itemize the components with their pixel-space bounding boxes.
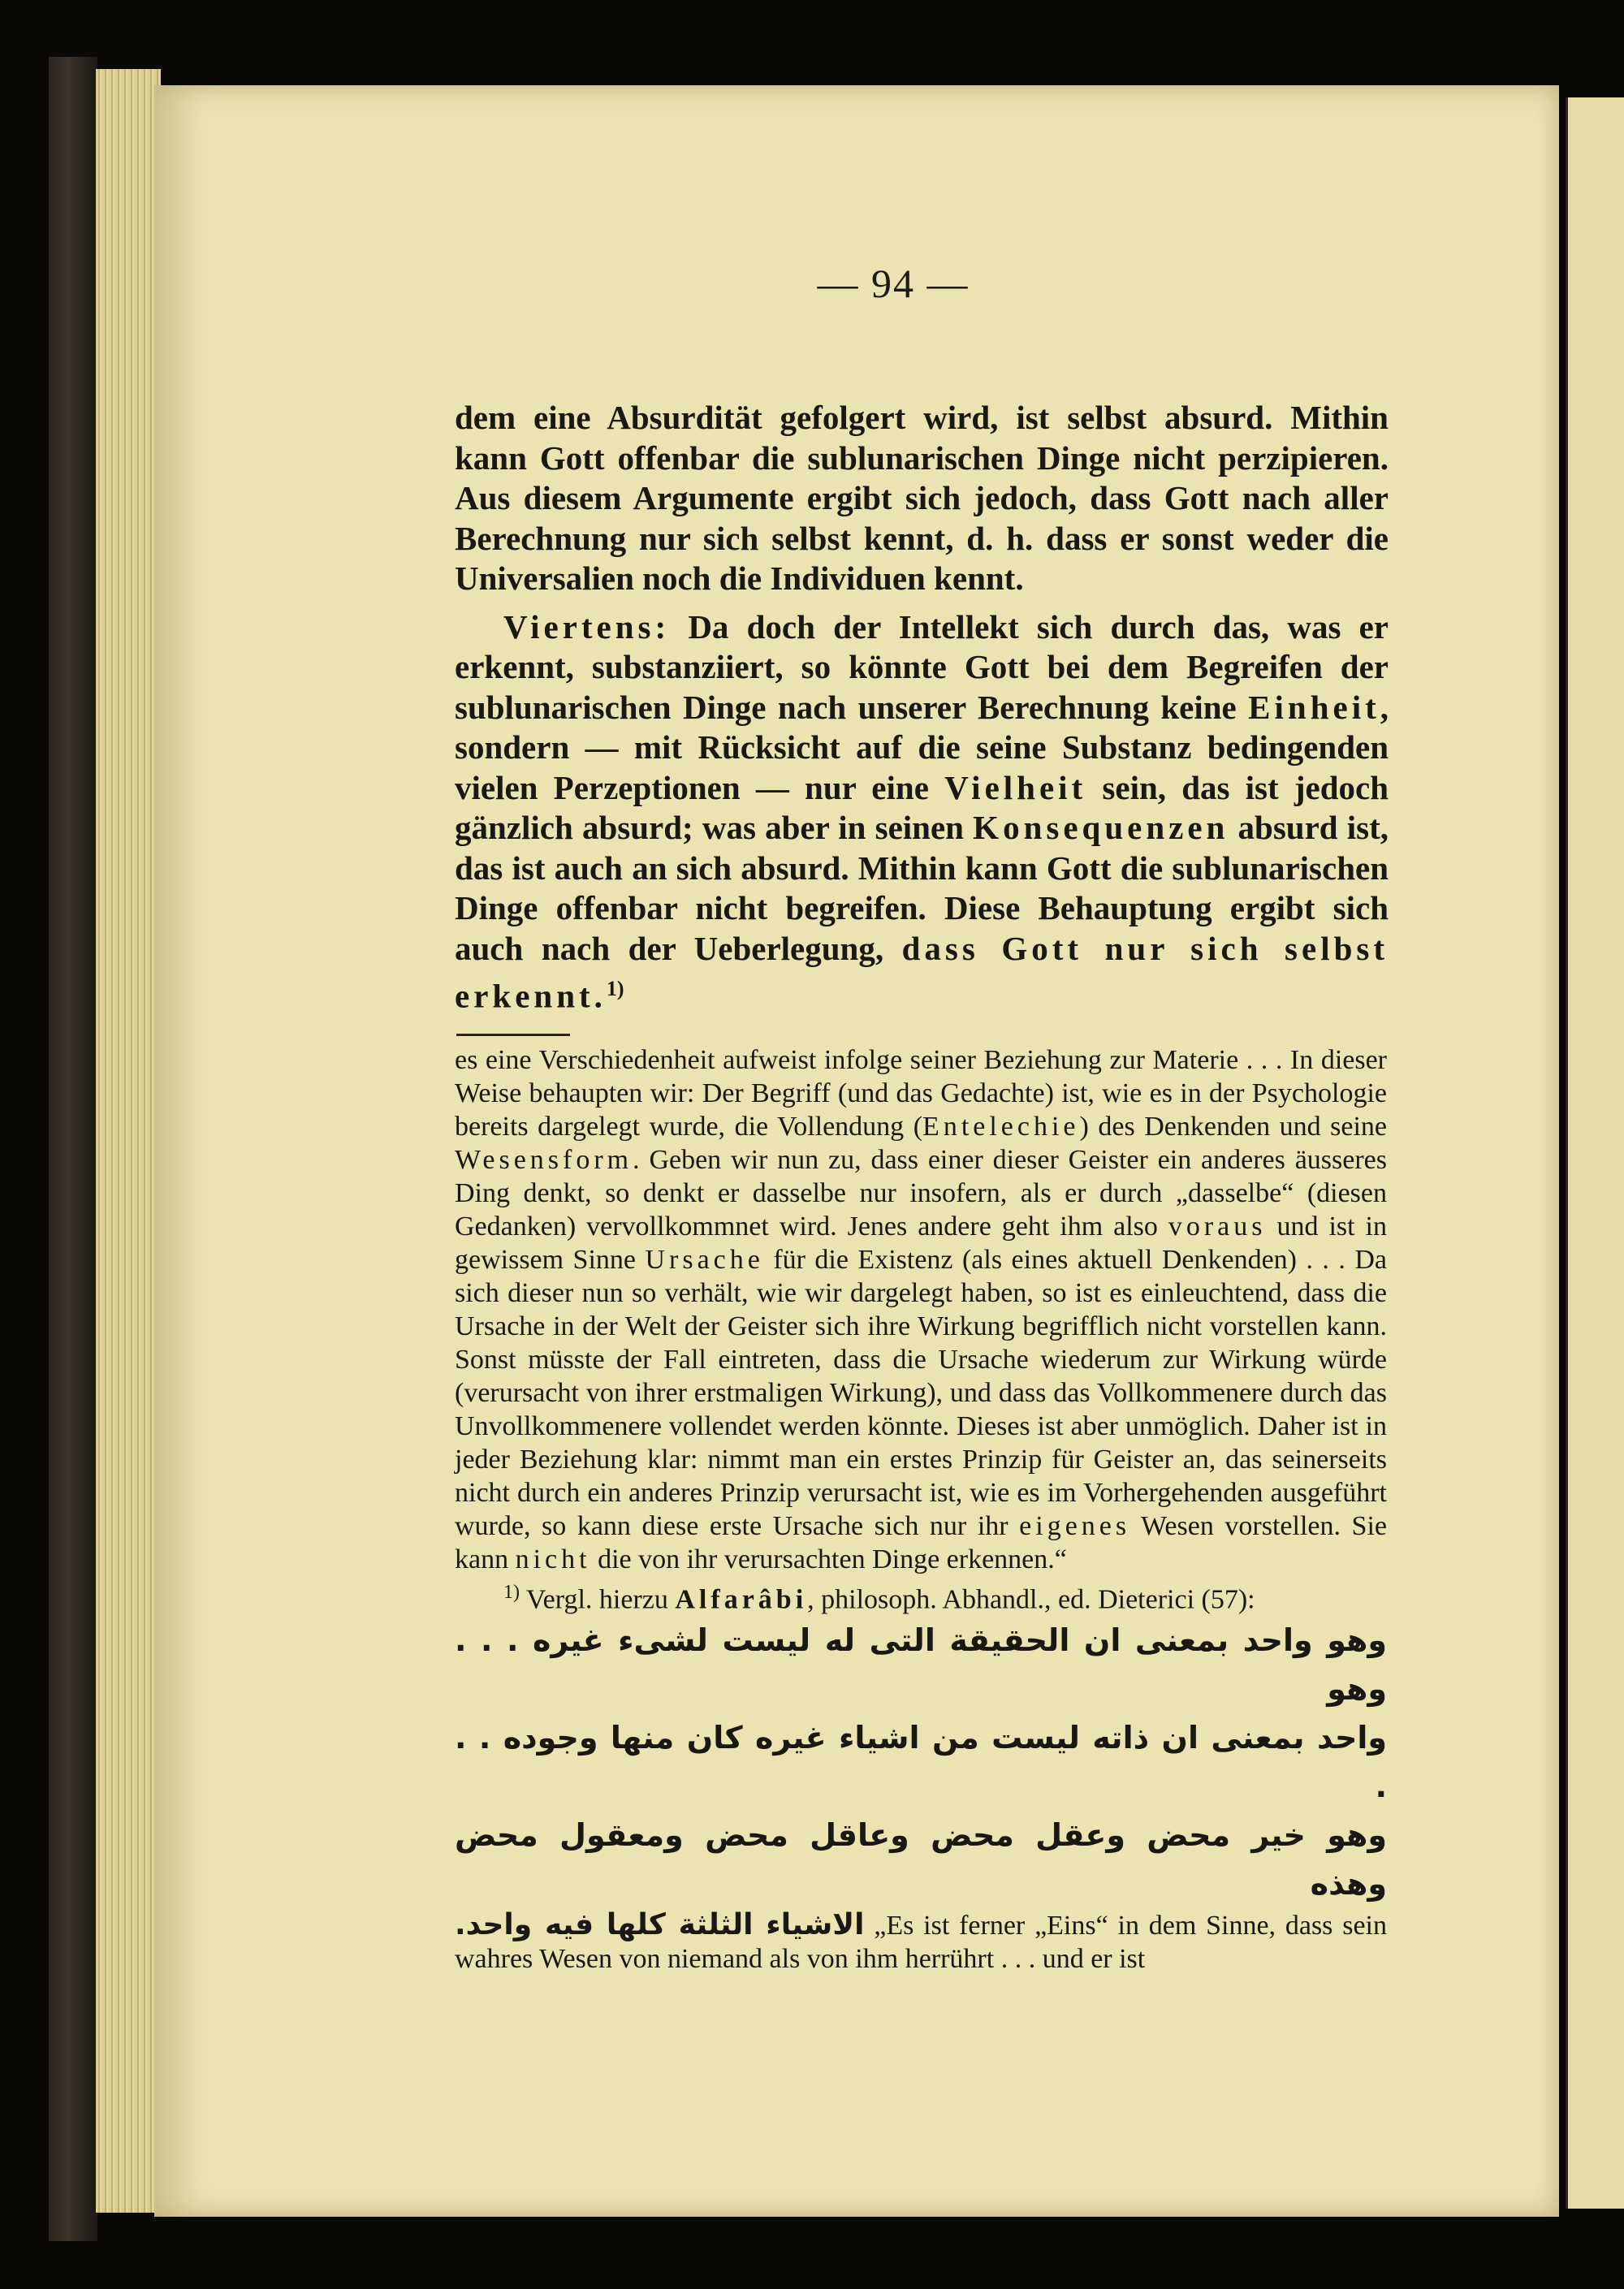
page-stack-edges <box>96 69 161 2213</box>
book-cover-edge <box>49 57 97 2241</box>
fn-text-d: und ist in gewissem Sinne <box>455 1211 1387 1275</box>
arabic-line-3: وهو خير محض وعقل محض وعاقل محض ومعقول محض وهذه <box>455 1817 1387 1902</box>
term-einheit: Einheit <box>1248 688 1380 726</box>
arabic-quote <box>455 1616 1387 1908</box>
fn1-mark: 1) <box>503 1582 520 1603</box>
paragraph-1: dem eine Absurdität gefolgert wird, ist selbst absurd. Mithin kann Gott offenbar die sublunarischen Dinge nicht perzipieren. Aus diesem Argumente ergibt sich jedoch, dass Gott nach aller Berechnung nur sich selbst kennt, d. h. dass er sonst weder die Universalien noch die Individuen kennt. <box>455 399 1389 597</box>
term-entelechie: Entelechie <box>922 1112 1080 1142</box>
viertens-label: Viertens: <box>503 607 671 646</box>
term-voraus: voraus <box>1168 1211 1267 1242</box>
term-nicht: nicht <box>515 1544 591 1574</box>
p2-text-d: absurd ist, das ist auch an sich absurd. Mithin kann Gott die sublunarischen Dinge offenbar nicht begreifen. Diese Behauptung ergibt sich auch nach der Ueberlegung, <box>455 809 1389 967</box>
fn-text-a: es eine Verschiedenheit aufweist infolge seiner Beziehung zur Materie . . . In dieser Weise behaupten wir: Der Begriff (und das Gedachte) ist, wie es in der Psychologie bereits dargelegt wurde, die Vollendung ( <box>455 1045 1387 1142</box>
p2-text-b: , sondern — mit Rücksicht auf die seine Substanz bedingenden vielen Perzeptionen — nur eine <box>455 688 1389 806</box>
footnotes <box>455 1043 1387 1976</box>
fn-text-e: für die Existenz (als eines aktuell Denkenden) . . . Da sich dieser nun so verhält, wie wir dargelegt haben, so ist es einleuchtend, dass die Ursache in der Welt der Geister sich ihre Wirkung begrifflich nicht vorstellen kann. Sonst müsste der Fall eintreten, dass die Ursache wiederum zur Wirkung würde (verursacht von ihrer erstmaligen Wirkung), und dass das Vollkommenere durch das Unvollkommenere vollendet werden könnte. Dieses ist aber unmöglich. Daher ist in jeder Beziehung klar: nimmt man ein erstes Prinzip für Geister an, das seinerseits nicht durch ein anderes Prinzip verursacht ist, wie es im Vorhergehenden ausgeführt wurde, so kann diese erste Ursache sich nur ihr <box>455 1245 1387 1541</box>
spaced-conclusion: dass Gott nur sich selbst erkennt. <box>455 929 1389 1015</box>
p2-text-c: sein, das ist jedoch gänzlich absurd; was aber in seinen <box>455 768 1389 846</box>
next-page-edge <box>1566 97 1624 2209</box>
footnote-1-mixed <box>455 1908 1387 1976</box>
main-text <box>455 398 1389 1017</box>
p2-text-a: Da doch der Intellekt sich durch das, was er erkennt, substanziiert, so könnte Gott bei dem Begreifen der sublunarischen Dinge nach unserer Berechnung keine <box>455 607 1389 726</box>
page-number: — 94 — <box>817 261 970 306</box>
term-eigenes: eigenes <box>1019 1511 1131 1541</box>
term-vielheit: Vielheit <box>944 768 1087 806</box>
term-ursache: Ursache <box>645 1245 764 1275</box>
footnote-ref: 1) <box>606 977 624 1000</box>
footnote-continuation <box>455 1043 1387 1576</box>
fn-text-b: ) des Denkenden und seine <box>1079 1112 1387 1142</box>
term-wesensform: Wesensform <box>455 1145 633 1175</box>
term-konsequenzen: Konsequenzen <box>973 809 1229 846</box>
fn1-german-translation: „Es ist ferner „Eins“ in dem Sinne, dass sein wahres Wesen von niemand als von ihm herrührt . . . und er ist <box>455 1911 1387 1975</box>
arabic-line-1: وهو واحد بمعنى ان الحقيقة التى له ليست لشىء غيره . . . وهو <box>455 1622 1387 1708</box>
fn-text-f: Wesen vorstellen. Sie kann <box>455 1511 1387 1574</box>
author-alfarabi: Alfarâbi <box>675 1584 808 1615</box>
footnote-1 <box>455 1576 1387 1616</box>
arabic-line-2: واحد بمعنى ان ذاته ليست من اشياء غيره كان منها وجوده . . . <box>455 1720 1387 1805</box>
fn1-text-b: , philosoph. Abhandl., ed. Dieterici (57): <box>807 1584 1255 1615</box>
fn1-text-a: Vergl. hierzu <box>520 1584 676 1615</box>
footnote-rule <box>456 1034 570 1036</box>
arabic-line-4: الاشياء الثلثة كلها فيه واحد. <box>455 1908 865 1942</box>
paragraph-2 <box>455 607 1389 1017</box>
fn-text-c: . Geben wir nun zu, dass einer dieser Geister ein anderes äusseres Ding denkt, so denkt er dasselbe nur insofern, als er durch „dasselbe“ (diesen Gedanken) vervollkommnet wird. Jenes andere geht ihm also <box>455 1145 1387 1242</box>
fn-text-g: die von ihr verursachten Dinge erkennen.“ <box>590 1544 1067 1574</box>
